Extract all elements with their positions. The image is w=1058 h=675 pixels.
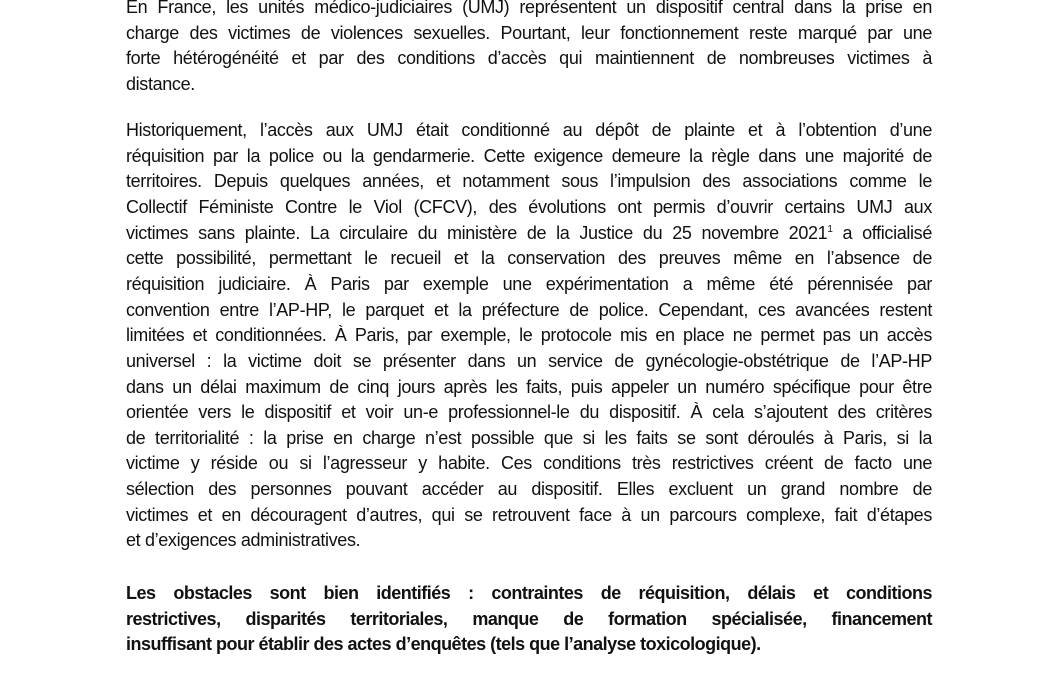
- text-line: Les obstacles sont bien identifiés : contraintes de réquisition, délais et conditions: [126, 583, 932, 603]
- text-line: territoires. Depuis quelques années, et notamment sous l’impulsion des associations comme le: [126, 171, 932, 192]
- text-line: de territorialité : la prise en charge n’est possible que si les faits se sont déroulés à Paris, si la: [126, 427, 932, 448]
- text-line: restrictives, disparités territoriales, manque de formation spécialisée, financement: [126, 608, 932, 629]
- text-line: réquisition par la police ou la gendarmerie. Cette exigence demeure la règle dans une majorité de: [126, 145, 932, 166]
- text-line: victimes et en découragent d’autres, qui se retrouvent face à un parcours complexe, fait d’étapes: [126, 504, 932, 525]
- footnote-reference[interactable]: 1: [827, 223, 833, 235]
- line-text: victimes sans plainte. La circulaire du ministère de la Justice du 25 novembre 2021: [126, 222, 828, 243]
- text-line: Historiquement, l’accès aux UMJ était conditionné au dépôt de plainte et à l’obtention d’une: [126, 120, 932, 140]
- text-line: forte hétérogénéité et par des conditions d’accès qui maintiennent de nombreuses victimes à: [126, 48, 932, 69]
- text-line: insuffisant pour établir des actes d’enquêtes (tels que l’analyse toxicologique).: [126, 634, 761, 655]
- text-line-footnote: [126, 220, 932, 246]
- text-line: distance.: [126, 74, 195, 95]
- text-line: charge des victimes de violences sexuelles. Pourtant, leur fonctionnement reste marqué par une: [126, 22, 932, 43]
- text-line: Collectif Féministe Contre le Viol (CFCV), des évolutions ont permis d’ouvrir certains UMJ aux: [126, 196, 932, 217]
- text-line: dans un délai maximum de cinq jours après les faits, puis appeler un numéro spécifique pour être: [126, 376, 932, 397]
- text-line: victime y réside ou si l’agresseur y habite. Ces conditions très restrictives créent de facto une: [126, 453, 932, 474]
- text-line: sélection des personnes pouvant accéder au dispositif. Elles excluent un grand nombre de: [126, 479, 932, 500]
- text-line: limitées et conditionnées. À Paris, par exemple, le protocole mis en place ne permet pas un accès: [126, 325, 932, 346]
- text-line: réquisition judiciaire. À Paris par exemple une expérimentation a même été pérennisée par: [126, 273, 932, 294]
- text-line: cette possibilité, permettant le recueil et la conservation des preuves même en l’absence de: [126, 248, 932, 269]
- text-line: universel : la victime doit se présenter dans un service de gynécologie-obstétrique de l’AP-HP: [126, 350, 932, 371]
- text-line: orientée vers le dispositif et voir un-e professionnel-le du dispositif. À cela s’ajoutent des critères: [126, 402, 932, 423]
- text-line: et d’exigences administratives.: [126, 530, 361, 551]
- text-line: En France, les unités médico-judiciaires (UMJ) représentent un dispositif central dans la prise en: [126, 0, 932, 17]
- line-text-after-footnote: a officialisé: [832, 222, 932, 243]
- text-line: convention entre l’AP-HP, le parquet et la préfecture de police. Cependant, ces avancées restent: [126, 299, 932, 320]
